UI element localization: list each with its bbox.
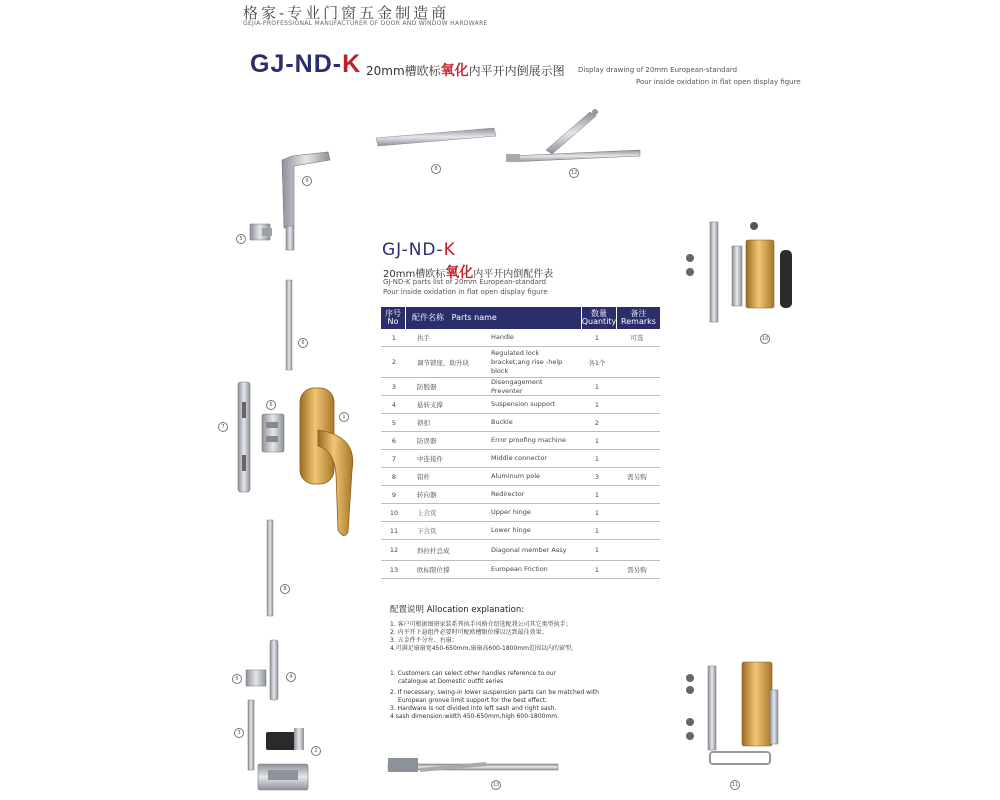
- brand-name-en: GEJIA-PROFESSIONAL MANUFACTURER OF DOOR AND WINDOW HARDWARE: [243, 20, 488, 27]
- part-label-11: 11: [731, 782, 739, 788]
- row-name-cn: 中连接件: [417, 455, 443, 463]
- pole-part-6: [286, 280, 292, 370]
- header-remarks: 备注 Remarks: [621, 309, 656, 326]
- cn-note-4: 4.可满足扇扇宽450-650mm,扇扇高600-1800mm范围以内的窗型。: [390, 645, 577, 652]
- error-proofing-part: [262, 414, 284, 452]
- aluminum-pole-lower: [267, 520, 273, 616]
- row-name-en: Error proofing machine: [491, 436, 566, 444]
- en-note-1b: catalogue at Domestic outfit series: [398, 678, 504, 685]
- title-cn-highlight: 氧化: [440, 63, 469, 79]
- row-name-cn: 执手: [417, 334, 430, 342]
- row-quantity: 1: [594, 436, 600, 445]
- row-number: 9: [391, 490, 397, 499]
- row-name-cn: 锁扣: [417, 419, 430, 427]
- row-quantity: 1: [594, 565, 600, 574]
- header-quantity: 数量 Quantity: [581, 307, 617, 329]
- row-name-en: Aluminum pole: [491, 472, 541, 480]
- row-name-en: Diagonal member Assy: [491, 545, 567, 554]
- row-name-cn: 防误器: [417, 437, 437, 445]
- parts-list-title-en1: GJ-ND-K parts list of 20mm European-standard: [383, 278, 547, 286]
- row-quantity: 各1个: [588, 358, 606, 367]
- row-number: 1: [391, 333, 397, 342]
- part-label-3: 3: [234, 728, 244, 738]
- lock-bracket-part: [248, 700, 308, 790]
- row-name-en: Handle: [491, 333, 514, 341]
- brand-name-cn: 格家-专业门窗五金制造商: [243, 4, 450, 22]
- cn-note-2: 2. 内平开下悬组件必要时可配欧槽限位撑以达到最佳效果；: [390, 629, 548, 636]
- part-label-7: 7: [218, 422, 228, 432]
- model-main: GJ-ND-: [250, 50, 343, 78]
- en-note-2: 2. If necessary, swing-in lower suspension parts can be matched with: [390, 689, 599, 696]
- row-name-cn: 悬转支撑: [417, 401, 443, 409]
- row-name-en: Suspension support: [491, 400, 556, 408]
- header-name: 配件名称 Parts name: [412, 313, 497, 322]
- parts-list-title-en2: Pour inside oxidation in flat open display figure: [383, 288, 548, 296]
- part-label-12-top: 12: [570, 170, 578, 176]
- pl-model-main: GJ-ND-: [382, 240, 444, 260]
- row-quantity: 1: [594, 333, 600, 342]
- row-number: 4: [391, 400, 397, 409]
- lower-hinge-part: [686, 662, 778, 764]
- pl-model-suffix: K: [443, 240, 456, 260]
- row-number: 13: [389, 565, 399, 574]
- row-quantity: 1: [594, 454, 600, 463]
- part-label-5-top: 5: [236, 234, 246, 244]
- row-number: 3: [391, 382, 397, 391]
- row-name-en: Redirector: [491, 490, 525, 498]
- diagonal-member-part: [506, 109, 640, 162]
- pl-cn-after: 内平开内倒配件表: [473, 269, 554, 280]
- row-name-cn: 下合页: [417, 527, 437, 535]
- part-label-8-top: 8: [431, 164, 441, 174]
- row-number: 6: [391, 436, 397, 445]
- suspension-support-part: [246, 640, 278, 700]
- row-name-en: Regulated lock bracket;ang rise -help block: [491, 348, 563, 375]
- row-number: 5: [391, 418, 397, 427]
- row-remark: 可选: [630, 334, 644, 342]
- row-name-cn: 欧标限位撑: [417, 566, 450, 574]
- part-label-5-lower: 5: [232, 674, 242, 684]
- en-note-3: 3. Hardware is not divided into left sash and right sash.: [390, 705, 557, 712]
- gold-handle-part: [300, 388, 353, 536]
- part-label-6: 6: [266, 400, 276, 410]
- row-number: 10: [389, 508, 399, 517]
- part-label-10: 10: [761, 336, 769, 342]
- row-number: 7: [391, 454, 397, 463]
- title-en-line2: Pour inside oxidation in flat open display figure: [636, 78, 801, 86]
- part-label-4: 4: [286, 672, 296, 682]
- title-cn-before: 20mm槽欧标: [366, 64, 441, 78]
- cn-note-1: 1. 客户可根据图册家装系列执手风格介绍选配我公司其它类型执手；: [390, 621, 572, 628]
- middle-connector-part: [238, 382, 250, 492]
- row-name-en: Middle connector: [491, 454, 548, 462]
- row-name-cn: 防脱器: [417, 383, 437, 391]
- pl-cn-highlight: 氧化: [445, 265, 474, 281]
- row-number: 11: [389, 526, 399, 535]
- upper-hinge-part: [686, 222, 792, 322]
- row-remark: 需另购: [627, 566, 647, 574]
- row-quantity: 1: [594, 382, 600, 391]
- row-quantity: 1: [594, 508, 600, 517]
- row-remark: 需另购: [627, 473, 647, 481]
- title-en-line1: Display drawing of 20mm European-standard: [578, 66, 738, 74]
- row-quantity: 3: [594, 472, 600, 481]
- row-number: 12: [389, 546, 399, 554]
- row-name-cn: 斜拉杆总成: [417, 546, 450, 555]
- part-label-8-lower: 8: [280, 584, 290, 594]
- en-note-1: 1. Customers can select other handles reference to our: [390, 670, 557, 677]
- row-name-en: Upper hinge: [491, 508, 531, 516]
- en-note-2b: European groove limit support for the best effect;: [398, 697, 548, 704]
- row-quantity: 1: [594, 526, 600, 535]
- allocation-heading: 配置说明 Allocation explanation:: [390, 605, 525, 615]
- row-name-cn: 上合页: [417, 509, 437, 517]
- part-label-9: 9: [302, 176, 312, 186]
- redirector-part: [282, 152, 330, 250]
- row-name-en: Lower hinge: [491, 526, 531, 534]
- model-suffix: K: [342, 50, 362, 78]
- pl-cn-before: 20mm槽欧标: [383, 269, 446, 280]
- row-name-en: Buckle: [491, 418, 513, 426]
- row-quantity: 1: [594, 400, 600, 409]
- aluminum-pole-top: [376, 128, 496, 146]
- title-cn-after: 内平开内倒展示图: [468, 64, 565, 78]
- part-label-13: 13: [492, 782, 500, 788]
- row-quantity: 1: [594, 490, 600, 499]
- row-number: 8: [391, 472, 397, 481]
- row-name-en: Disengagement Preventer: [491, 377, 543, 395]
- row-quantity: 1: [594, 546, 600, 554]
- part-label-1: 1: [339, 412, 349, 422]
- part-label-6-pole: 6: [298, 338, 308, 348]
- row-name-cn: 转向器: [417, 491, 437, 499]
- en-note-4: 4.sash dimension:width 450-650mm,high 600-1800mm.: [390, 713, 560, 720]
- header-no: 序号 No: [381, 307, 406, 329]
- row-quantity: 2: [594, 418, 600, 427]
- row-name-cn: 铝杆: [417, 473, 430, 481]
- row-name-cn: 调节锁座，助升块: [417, 358, 469, 367]
- cn-note-3: 3. 五金件不分左、右扇；: [390, 637, 458, 644]
- buckle-part-top: [250, 224, 272, 240]
- row-number: 2: [391, 358, 397, 366]
- row-name-en: European Friction: [491, 565, 548, 573]
- part-label-2: 2: [311, 746, 321, 756]
- european-friction-part: [388, 758, 558, 772]
